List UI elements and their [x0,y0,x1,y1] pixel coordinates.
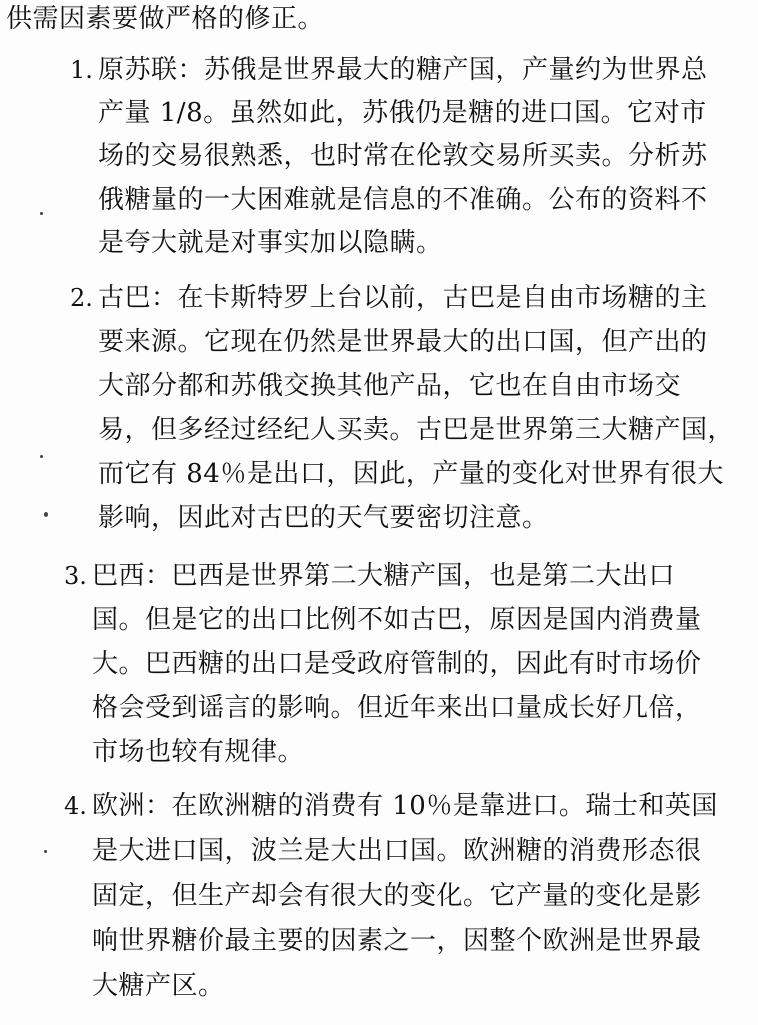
item-line: 响世界糖价最主要的因素之一，因整个欧洲是世界最 [92,926,702,956]
item-number: 4. [64,792,87,820]
item-line: 欧洲：在欧洲糖的消费有 10％是靠进口。瑞士和英国 [92,791,718,821]
item-line: 产量 1/8。虽然如此，苏俄仍是糖的进口国。它对市 [98,98,707,128]
item-number: 3. [64,562,87,590]
item-line: 古巴：在卡斯特罗上台以前，古巴是自由市场糖的主 [98,283,708,313]
item-line: 俄糖量的一大困难就是信息的不准确。公布的资料不 [98,185,708,215]
scan-speck [44,850,47,853]
item-line: 大糖产区。 [92,971,225,1001]
item-line: 固定，但生产却会有很大的变化。它产量的变化是影 [92,881,702,911]
scan-speck [40,212,43,215]
item-number: 2. [70,284,93,312]
lead-line: 供需因素要做严格的修正。 [6,4,325,34]
item-line: 而它有 84％是出口，因此，产量的变化对世界有很大 [98,459,724,489]
item-line: 影响，因此对古巴的天气要密切注意。 [98,503,549,533]
item-line: 格会受到谣言的影响。但近年来出口量成长好几倍， [92,693,702,723]
item-line: 巴西：巴西是世界第二大糖产国，也是第二大出口 [92,561,676,591]
item-line: 原苏联：苏俄是世界最大的糖产国，产量约为世界总 [98,55,708,85]
scan-speck [40,455,43,458]
item-line: 场的交易很熟悉，也时常在伦敦交易所买卖。分析苏 [98,141,708,171]
item-line: 是大进口国，波兰是大出口国。欧洲糖的消费形态很 [92,836,702,866]
scan-speck [44,512,48,517]
item-line: 大部分都和苏俄交换其他产品，它也在自由市场交 [98,371,682,401]
item-line: 大。巴西糖的出口是受政府管制的，因此有时市场价 [92,649,702,679]
item-line: 是夸大就是对事实加以隐瞒。 [98,228,443,258]
item-number: 1. [70,56,93,84]
item-line: 易，但多经过经纪人买卖。古巴是世界第三大糖产国， [98,415,735,445]
item-line: 国。但是它的出口比例不如古巴，原因是国内消费量 [92,605,702,635]
item-line: 市场也较有规律。 [92,737,305,767]
item-line: 要来源。它现在仍然是世界最大的出口国，但产出的 [98,327,708,357]
